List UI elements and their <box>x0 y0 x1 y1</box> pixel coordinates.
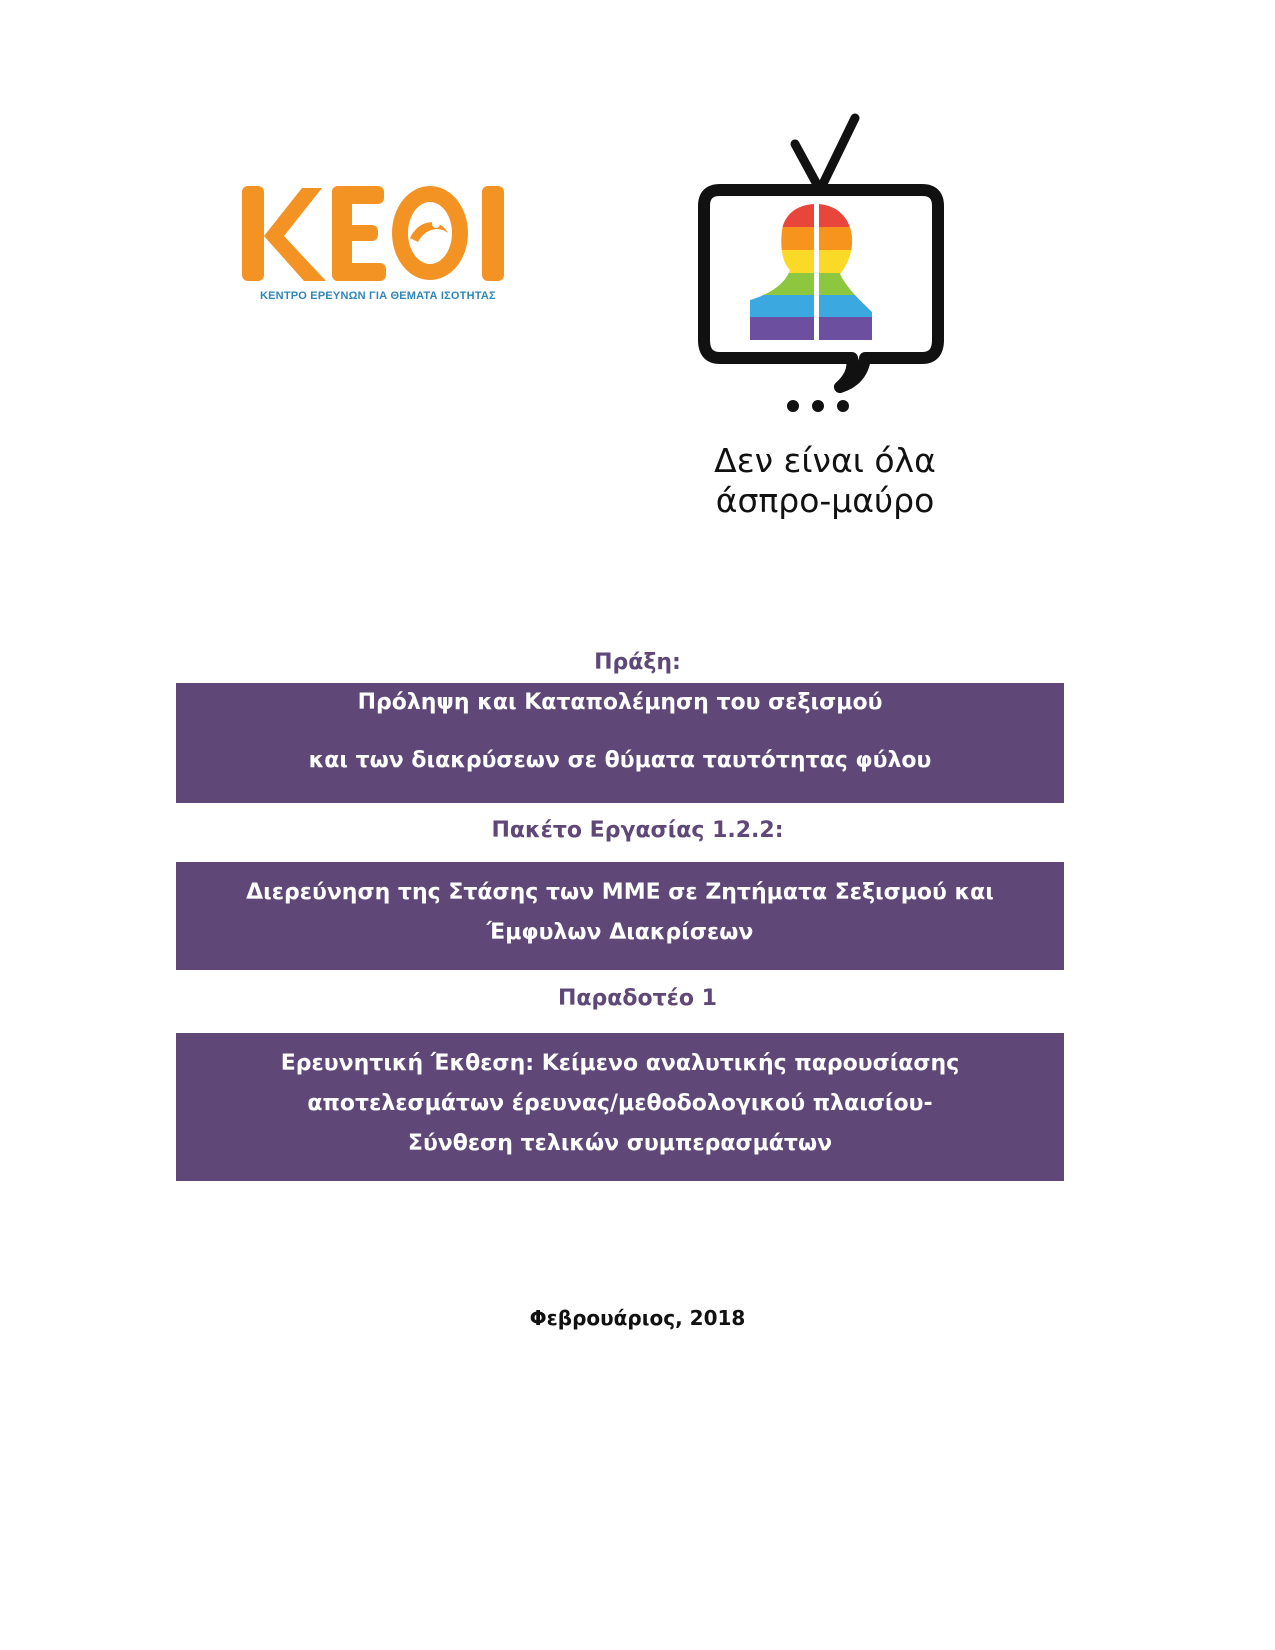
deliverable-line2: αποτελεσμάτων έρευνας/μεθοδολογικού πλαισίου- <box>307 1091 933 1116</box>
action-title-line1: Πρόληψη και Καταπολέμηση του σεξισμού <box>357 690 883 715</box>
logo-caption-line2: άσπρο-μαύρο <box>715 481 935 520</box>
action-label: Πράξη: <box>594 650 681 675</box>
kethi-letters-graphic <box>240 178 515 288</box>
work-package-line2: Έμφυλων Διακρίσεων <box>486 920 754 945</box>
deliverable-label: Παραδοτέο 1 <box>558 986 717 1011</box>
document-date: Φεβρουάριος, 2018 <box>529 1306 746 1330</box>
kethi-logo <box>240 178 515 306</box>
work-package-label: Πακέτο Εργασίας 1.2.2: <box>491 818 784 843</box>
logo-caption-line1: Δεν είναι όλα <box>714 441 936 480</box>
deliverable-line3: Σύνθεση τελικών συμπερασμάτων <box>407 1131 833 1156</box>
kethi-tagline: ΚΕΝΤΡΟ ΕΡΕΥΝΩΝ ΓΙΑ ΘΕΜΑΤΑ ΙΣΟΤΗΤΑΣ <box>260 290 496 302</box>
tv-icon <box>690 112 960 432</box>
work-package-box <box>176 862 1064 970</box>
campaign-logo <box>690 112 960 532</box>
action-title-box <box>176 683 1064 803</box>
action-title-line2: και των διακρύσεων σε θύματα ταυτότητας φύλου <box>308 748 932 773</box>
work-package-line1: Διερεύνηση της Στάσης των ΜΜΕ σε Ζητήματα Σεξισμού και <box>246 880 994 905</box>
deliverable-line1: Ερευνητική Έκθεση: Κείμενο αναλυτικής παρουσίασης <box>280 1051 960 1076</box>
deliverable-box <box>176 1033 1064 1181</box>
